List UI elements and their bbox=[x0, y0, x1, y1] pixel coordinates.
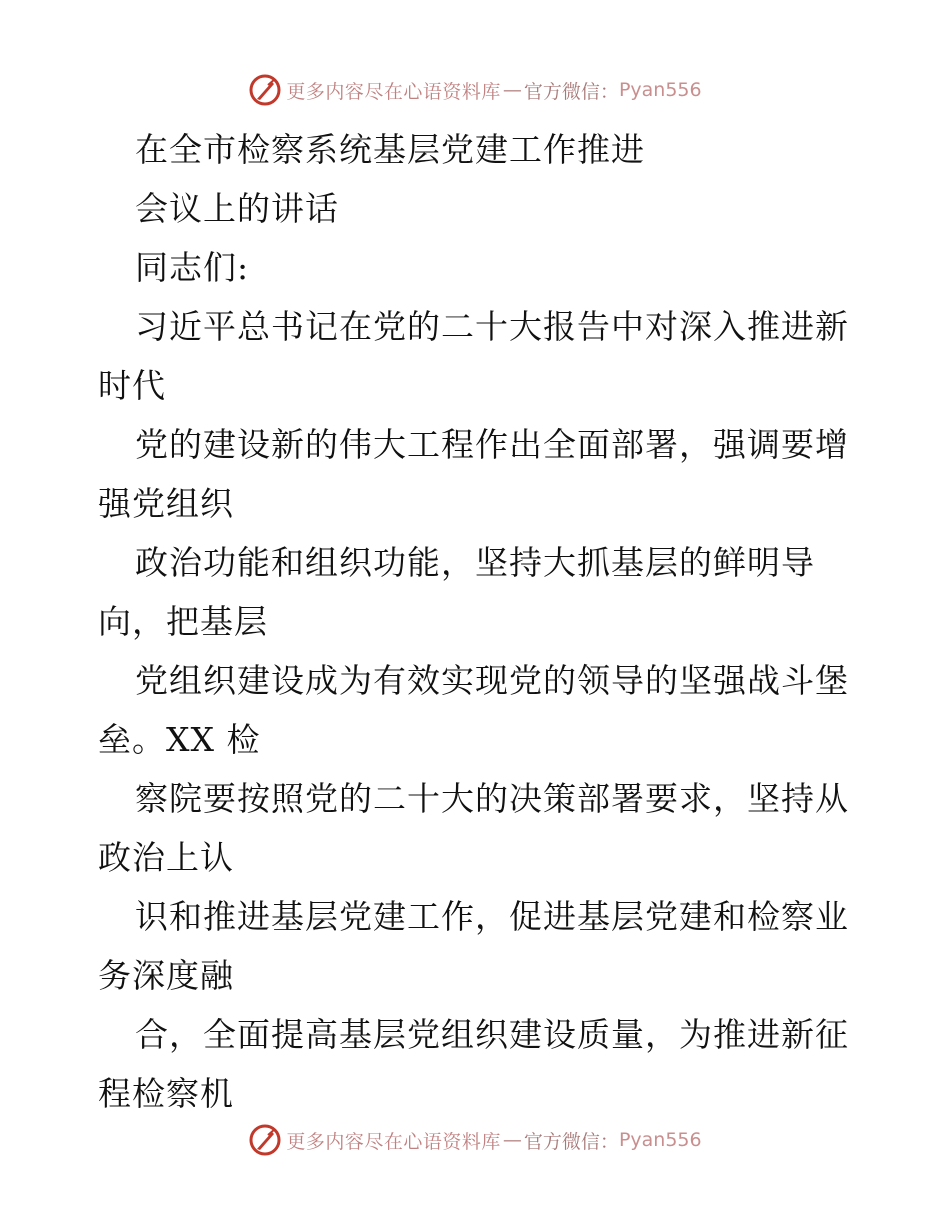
paragraph-line: 时代 bbox=[98, 366, 166, 405]
quill-logo-icon bbox=[248, 73, 282, 107]
paragraph-line: 向，把基层 bbox=[98, 602, 268, 641]
header-banner bbox=[0, 72, 950, 108]
paragraph-line: 政治功能和组织功能，坚持大抓基层的鲜明导 bbox=[135, 543, 815, 582]
title-line-2: 会议上的讲话 bbox=[135, 189, 339, 228]
paragraph-line: 垒。XX 检 bbox=[98, 720, 261, 759]
banner-separator: — bbox=[502, 1129, 522, 1151]
title-line-1: 在全市检察系统基层党建工作推进 bbox=[135, 130, 645, 169]
paragraph-line: 合，全面提高基层党组织建设质量，为推进新征 bbox=[135, 1015, 849, 1054]
paragraph-line: 务深度融 bbox=[98, 956, 234, 995]
paragraph-line: 察院要按照党的二十大的决策部署要求，坚持从 bbox=[135, 779, 849, 818]
banner-wechat-id: Pyan556 bbox=[618, 79, 702, 101]
paragraph-line: 识和推进基层党建工作，促进基层党建和检察业 bbox=[135, 897, 849, 936]
paragraph-line: 强党组织 bbox=[98, 484, 234, 523]
paragraph-line: 程检察机 bbox=[98, 1074, 234, 1113]
paragraph-line: 政治上认 bbox=[98, 838, 234, 877]
paragraph-line: 党的建设新的伟大工程作出全面部署，强调要增 bbox=[135, 425, 849, 464]
banner-official-label: 官方微信： bbox=[523, 80, 619, 103]
banner-official-label: 官方微信： bbox=[523, 1130, 619, 1153]
banner-promo-text: 更多内容尽在心语资料库 bbox=[286, 1130, 501, 1153]
footer-banner bbox=[0, 1122, 950, 1158]
salutation: 同志们: bbox=[135, 248, 250, 287]
banner-separator: — bbox=[502, 79, 522, 101]
paragraph-line: 习近平总书记在党的二十大报告中对深入推进新 bbox=[135, 307, 849, 346]
banner-promo-text: 更多内容尽在心语资料库 bbox=[286, 80, 501, 103]
quill-logo-icon bbox=[248, 1123, 282, 1157]
document-body bbox=[98, 120, 858, 1123]
paragraph-line: 党组织建设成为有效实现党的领导的坚强战斗堡 bbox=[135, 661, 849, 700]
banner-wechat-id: Pyan556 bbox=[618, 1129, 702, 1151]
